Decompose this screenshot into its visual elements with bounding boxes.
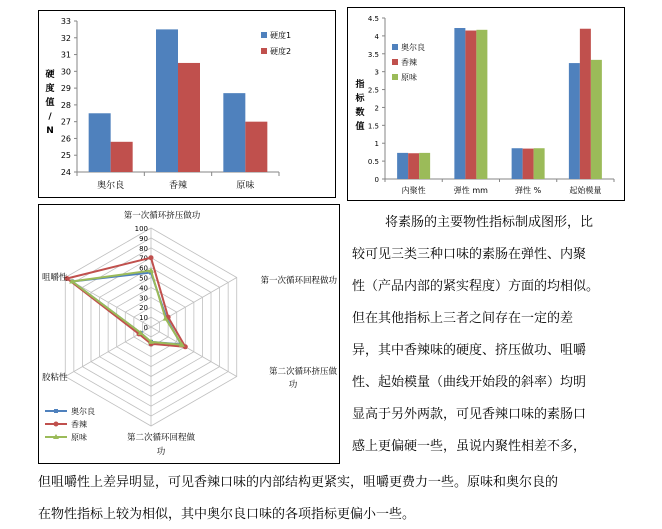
legend-marker [54,409,58,413]
y-axis-label-char: 度 [45,84,55,94]
y-tick-label: 3.5 [367,50,379,59]
radial-tick-label: 60 [139,264,148,273]
y-tick-label: 2.5 [367,86,379,95]
paragraph-line: 将素肠的主要物性指标制成图形，比 [385,215,594,230]
y-tick-label: 26 [60,134,71,144]
bar [419,153,430,179]
y-tick-label: 1 [374,140,379,149]
y-axis-label-char: 标 [355,94,365,104]
paragraph-line: 但咀嚼性上差异明显，可见香辣口味的内部结构更紧实，咀嚼更费力一些。原味和奥尔良的 [38,475,559,490]
legend-label: 硬度1 [270,31,292,40]
y-tick-label: 27 [60,117,71,127]
paragraph-line: 较可见三类三种口味的素肠在弹性、内聚 [352,247,587,262]
radial-tick-label: 70 [139,254,148,263]
legend-swatch [392,74,398,80]
y-tick-label: 31 [60,50,71,60]
bar [534,148,545,179]
y-tick-label: 1.5 [367,122,379,131]
y-axis-label-char: 值 [45,98,55,108]
bar [580,29,591,179]
legend-marker [54,422,59,427]
y-tick-label: 2 [374,104,379,113]
bar [476,30,487,179]
radar-chart-panel [38,204,340,464]
y-tick-label: 3 [374,68,379,77]
hardness-chart-panel [38,10,336,198]
bar [408,153,419,179]
y-tick-label: 0 [374,176,379,184]
x-tick-label: 奥尔良 [97,181,125,191]
y-tick-label: 32 [60,33,71,43]
texture-radar-chart [39,205,339,463]
radar-series-line [67,258,185,347]
bar [569,63,580,179]
paragraph-line: 异，其中香辣味的硬度、挤压做功、咀嚼 [352,343,587,358]
legend-swatch [261,32,267,38]
paragraph-line: 感上更偏硬一些，虽说内聚性相差不多， [352,439,587,454]
legend-label: 奥尔良 [401,43,425,52]
bar [178,63,200,172]
paragraph-line: 性（产品内部的紧实程度）方面的均相似。 [352,279,600,294]
legend-swatch [261,48,267,54]
paragraph-line: 但在其他指标上三者之间存在一定的差 [352,311,574,326]
bar [591,60,602,179]
bar [89,113,111,172]
radial-tick-label: 30 [139,294,148,303]
bar [465,31,476,179]
y-axis-label-char: N [46,126,54,136]
bar [223,93,245,172]
y-tick-label: 25 [60,151,71,161]
bar [156,29,178,172]
radial-tick-label: 10 [139,314,148,323]
indicator-bar-chart [348,8,624,200]
legend-label: 奥尔良 [71,407,95,416]
radar-axis-label: 胶粘性 [42,373,68,383]
hardness-bar-chart [39,11,335,197]
radial-tick-label: 20 [139,304,148,313]
x-tick-label: 香辣 [168,181,188,191]
x-tick-label: 起始模量 [569,186,602,195]
legend-label: 香辣 [71,420,87,429]
radar-axis-label: 第一次循环回程做功 [260,276,337,286]
legend-label: 硬度2 [270,47,292,56]
y-axis-label-char: 值 [355,122,365,132]
radial-tick-label: 80 [139,244,148,253]
y-tick-label: 24 [60,168,71,177]
radial-tick-label: 90 [139,234,148,243]
radar-point [149,255,154,260]
y-tick-label: 30 [60,67,71,77]
y-tick-label: 4 [374,32,379,41]
radar-axis-label: 咀嚼性 [42,273,68,283]
radar-axis-label-cont: 功 [288,380,298,390]
legend-label: 香辣 [401,58,417,67]
bar [111,142,133,172]
x-tick-label: 原味 [236,181,255,191]
bar [397,153,408,179]
radar-axis-label: 第二次循环回程做 [126,433,196,443]
legend-swatch [392,59,398,65]
y-axis-label-char: 硬 [45,70,55,80]
y-tick-label: 4.5 [367,15,379,23]
radar-axis-label: 第一次循环挤压做功 [123,211,201,221]
paragraph-line: 性、起始模量（曲线开始段的斜率）均明 [352,375,587,390]
legend-label: 原味 [71,433,87,442]
y-tick-label: 28 [60,100,71,110]
y-axis-label-char: / [48,112,52,122]
bar [523,149,534,179]
legend-swatch [392,44,398,50]
y-axis-label-char: 指 [355,80,365,90]
legend-label: 原味 [401,73,417,82]
radar-axis-label-cont: 功 [156,447,166,457]
bar [512,148,523,179]
radial-tick-label: 100 [134,225,148,233]
y-tick-label: 29 [60,84,71,94]
radial-tick-label: 0 [143,324,148,332]
x-tick-label: 弹性 mm [453,186,488,195]
paragraph-line: 显高于另外两款，可见香辣口味的素肠口 [352,407,587,422]
paragraph-line: 在物性指标上较为相似，其中奥尔良口味的各项指标更偏小一些。 [38,507,416,522]
y-axis-label-char: 数 [355,108,365,118]
y-tick-label: 33 [60,17,71,26]
bar [454,28,465,179]
radial-tick-label: 40 [139,284,148,293]
indicator-chart-panel [347,7,625,201]
radar-axis-label: 第二次循环挤压做 [268,367,337,377]
x-tick-label: 弹性 % [515,186,542,195]
x-tick-label: 内聚性 [401,186,426,195]
bar [245,122,267,172]
radial-tick-label: 50 [139,274,148,283]
y-tick-label: 0.5 [367,158,379,167]
